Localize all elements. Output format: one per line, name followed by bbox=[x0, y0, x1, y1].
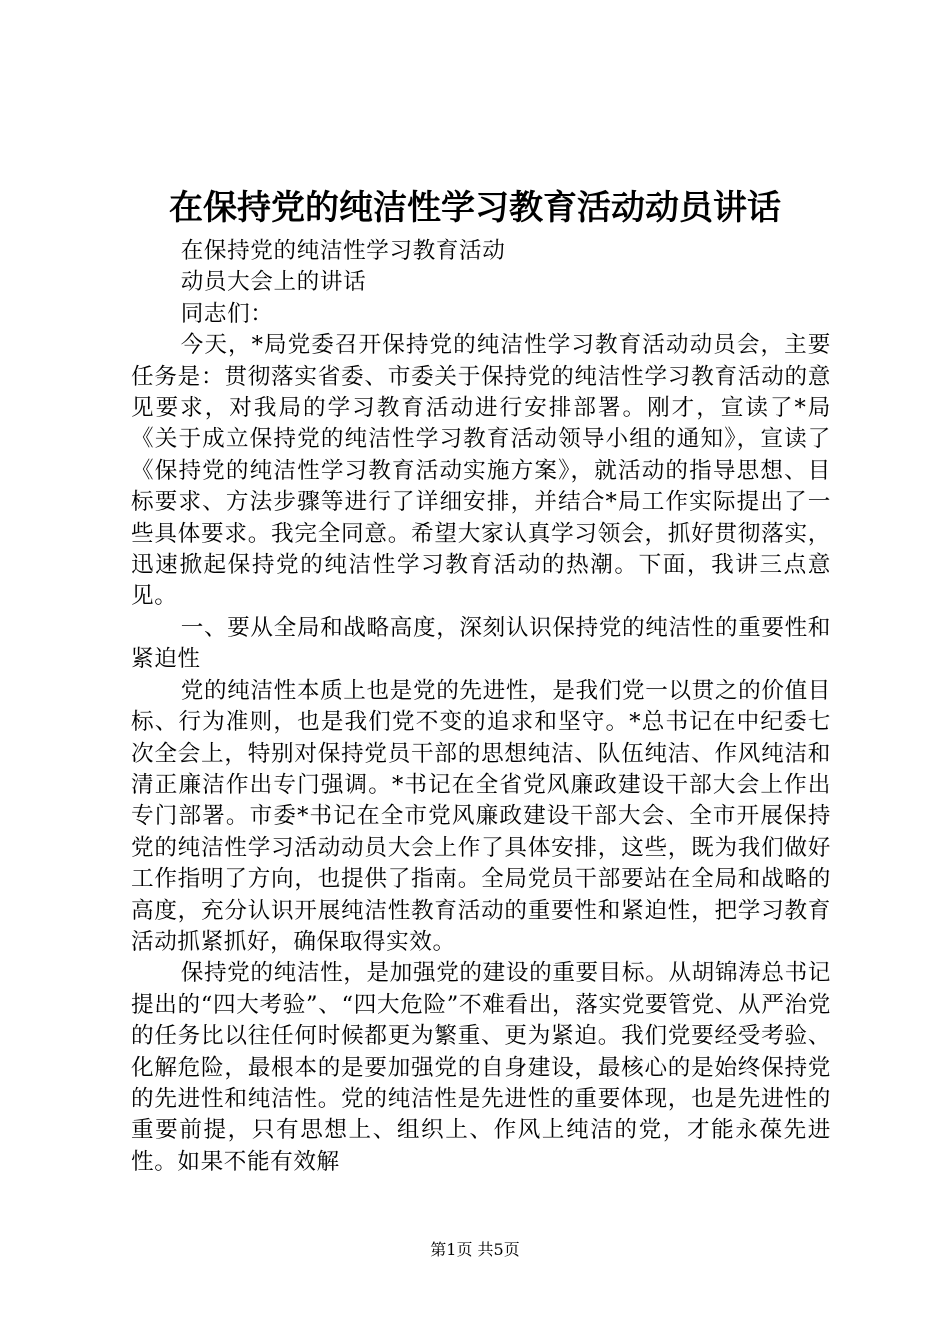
document-title: 在保持党的纯洁性学习教育活动动员讲话 bbox=[169, 188, 781, 228]
subtitle-line-1: 在保持党的纯洁性学习教育活动 bbox=[180, 238, 506, 264]
section-heading-1: 一、要从全局和战略高度，深刻认识保持党的纯洁性的重要性和紧迫性 bbox=[131, 614, 831, 673]
salutation: 同志们： bbox=[180, 300, 274, 327]
paragraph-intro: 今天，*局党委召开保持党的纯洁性学习教育活动动员会，主要任务是：贯彻落实省委、市委关于保持党的纯洁性学习教育活动的意见要求，对我局的学习教育活动进行安排部署。刚才，宣读了*局《关于成立保持党的纯洁性学习教育活动领导小组的通知》，宣读了《保持党的纯洁性学习教育活动实施方案》，就活动的指导思想、目标要求、方法步骤等进行了详细安排，并结合*局工作实际提出了一些具体要求。我完全同意。希望大家认真学习领会，抓好贯彻落实，迅速掀起保持党的纯洁性学习教育活动的热潮。下面，我讲三点意见。 bbox=[131, 332, 831, 610]
paragraph-goal: 保持党的纯洁性，是加强党的建设的重要目标。从胡锦涛总书记提出的“四大考验”、“四大危险”不难看出，落实党要管党、从严治党的任务比以往任何时候都更为繁重、更为紧迫。我们党要经受考验、化解危险，最根本的是要加强党的自身建设，最核心的是始终保持党的先进性和纯洁性。党的纯洁性是先进性的重要体现，也是先进性的重要前提，只有思想上、组织上、作风上纯洁的党，才能永葆先进性。如果不能有效解 bbox=[131, 960, 831, 1175]
document-body bbox=[131, 236, 831, 1178]
subtitle-line-2: 动员大会上的讲话 bbox=[180, 269, 367, 296]
paragraph-purity: 党的纯洁性本质上也是党的先进性，是我们党一以贯之的价值目标、行为准则，也是我们党不变的追求和坚守。*总书记在中纪委七次全会上，特别对保持党员干部的思想纯洁、队伍纯洁、作风纯洁和清正廉洁作出专门强调。*书记在全省党风廉政建设干部大会上作出专门部署。市委*书记在全市党风廉政建设干部大会、全市开展保持党的纯洁性学习活动动员大会上作了具体安排，这些，既为我们做好工作指明了方向，也提供了指南。全局党员干部要站在全局和战略的高度，充分认识开展纯洁性教育活动的重要性和紧迫性，把学习教育活动抓紧抓好，确保取得实效。 bbox=[131, 677, 831, 955]
page-footer: 第1页 共5页 bbox=[430, 1240, 520, 1259]
